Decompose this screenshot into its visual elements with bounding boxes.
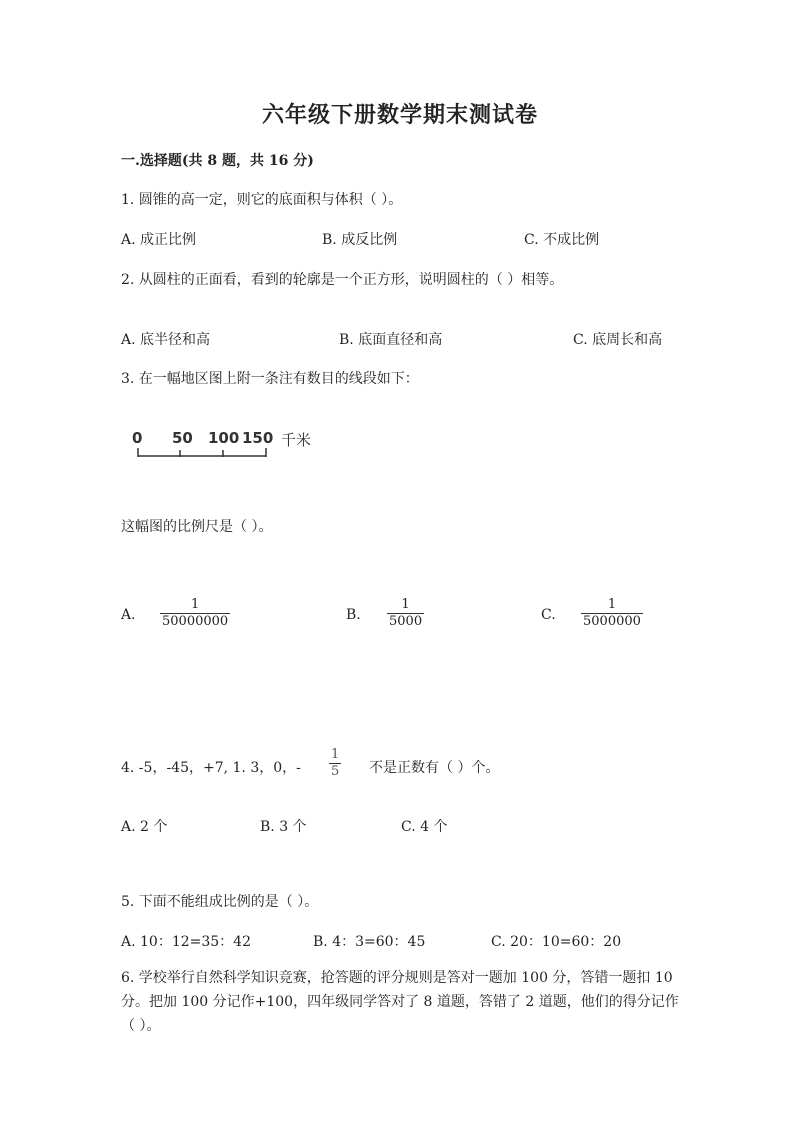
question-4-fraction	[329, 748, 341, 780]
question-1-option-c: C. 不成比例	[524, 232, 600, 248]
question-3-option-c-letter: C.	[541, 607, 556, 623]
fraction-denominator: 5000	[389, 613, 423, 629]
section-heading: 一.选择题(共 8 题，共 16 分)	[121, 153, 314, 169]
question-2-option-a: A. 底半径和高	[121, 332, 211, 348]
question-1-option-a: A. 成正比例	[121, 232, 197, 248]
question-4-option-c: C. 4 个	[401, 819, 448, 835]
question-5-option-a: A. 10：12=35：42	[121, 934, 251, 950]
scale-label-unit: 千米	[281, 431, 312, 449]
question-3-stem: 3. 在一幅地区图上附一条注有数目的线段如下：	[121, 371, 419, 387]
question-2-option-c: C. 底周长和高	[573, 332, 663, 348]
map-scale-bar	[130, 425, 330, 465]
fraction-denominator: 5000000	[583, 613, 641, 629]
question-5-option-b: B. 4：3=60：45	[313, 934, 426, 950]
fraction-denominator: 5	[331, 763, 340, 779]
fraction-numerator: 1	[331, 747, 340, 762]
question-3-option-a-fraction	[160, 598, 230, 630]
question-3-option-b-fraction	[387, 598, 424, 630]
question-3-option-c-fraction	[581, 598, 643, 630]
question-3-question: 这幅图的比例尺是（ ）。	[121, 519, 273, 535]
question-4-stem-end: 不是正数有（ ）个。	[369, 760, 500, 776]
question-1-option-b: B. 成反比例	[322, 232, 398, 248]
scale-label-150: 150	[242, 429, 274, 447]
question-4-option-b: B. 3 个	[260, 819, 307, 835]
question-5-stem: 5. 下面不能组成比例的是（ ）。	[121, 894, 319, 910]
question-3-option-a-letter: A.	[121, 607, 136, 623]
question-2-option-b: B. 底面直径和高	[339, 332, 443, 348]
fraction-numerator: 1	[607, 597, 617, 612]
fraction-numerator: 1	[190, 597, 200, 612]
question-4-option-a: A. 2 个	[121, 819, 168, 835]
page-title: 六年级下册数学期末测试卷	[261, 102, 538, 128]
scale-label-0: 0	[132, 429, 143, 447]
question-4-stem-start: 4. -5，-45，+7, 1. 3，0，-	[121, 760, 301, 776]
fraction-numerator: 1	[401, 597, 410, 612]
scale-line	[130, 425, 330, 465]
question-1-stem: 1. 圆锥的高一定，则它的底面积与体积（ ）。	[121, 192, 403, 208]
scale-label-50: 50	[172, 429, 193, 447]
question-3-option-b-letter: B.	[346, 607, 361, 623]
question-5-option-c: C. 20：10=60：20	[491, 934, 622, 950]
question-2-stem: 2. 从圆柱的正面看，看到的轮廓是一个正方形，说明圆柱的（ ）相等。	[121, 272, 564, 288]
fraction-denominator: 50000000	[162, 613, 229, 629]
scale-label-100: 100	[208, 429, 240, 447]
question-6-stem: 6. 学校举行自然科学知识竞赛，抢答题的评分规则是答对一题加 100 分，答错一题扣 10 分。把加 100 分记作+100，四年级同学答对了 8 道题，答错了 2 道题，他们的得分记作（ ）。	[121, 970, 679, 1034]
